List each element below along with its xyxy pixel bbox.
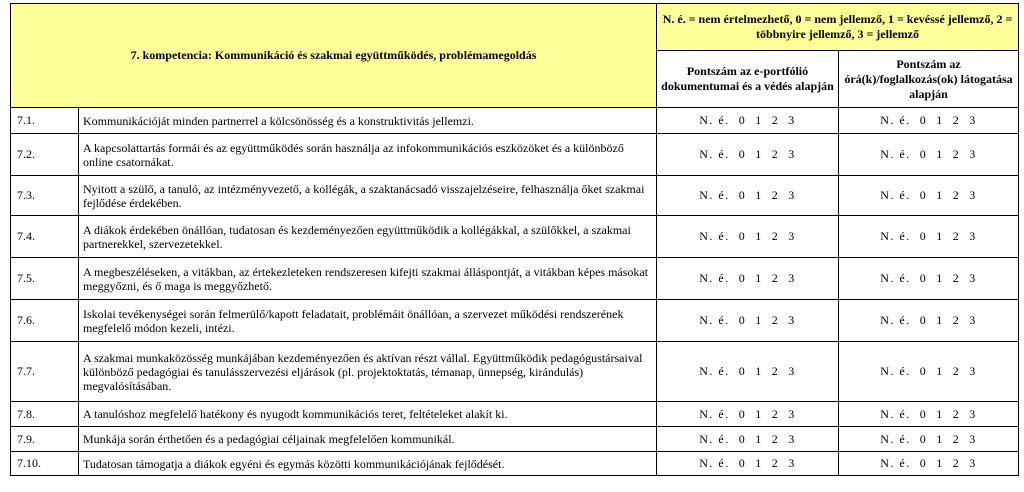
table-row [11,108,1019,134]
visit-score-options[interactable]: N. é. 0 1 2 3 [839,342,1019,402]
row-number: 7.9. [11,427,79,452]
visit-score-options[interactable]: N. é. 0 1 2 3 [839,452,1019,476]
row-number: 7.3. [11,176,79,216]
portfolio-score-options[interactable]: N. é. 0 1 2 3 [657,216,839,258]
portfolio-score-options[interactable]: N. é. 0 1 2 3 [657,427,839,452]
competence-title: 7. kompetencia: Kommunikáció és szakmai együttműködés, problémamegoldás [11,4,657,108]
visit-score-options[interactable]: N. é. 0 1 2 3 [839,402,1019,427]
table-row [11,134,1019,176]
visit-score-options[interactable]: N. é. 0 1 2 3 [839,258,1019,300]
row-number: 7.6. [11,300,79,342]
row-number: 7.7. [11,342,79,402]
visit-score-options[interactable]: N. é. 0 1 2 3 [839,300,1019,342]
visit-score-options[interactable]: N. é. 0 1 2 3 [839,108,1019,134]
row-description: A diákok érdekében önállóan, tudatosan és kezdeményezően együttműködik a kollégákkal, a szülőkkel, a szakmai partnerekkel, szervezetekkel. [79,216,657,258]
table-row [11,300,1019,342]
table-row [11,427,1019,452]
row-number: 7.1. [11,108,79,134]
row-description: Iskolai tevékenységei során felmerülő/kapott feladatait, problémáit önállóan, a szervezet működési rendszerének megfelelő módon kezeli, intézi. [79,300,657,342]
row-description: A tanulóshoz megfelelő hatékony és nyugodt kommunikációs teret, feltételeket alakít ki. [79,402,657,427]
column-header-visit: Pontszám az órá(k)/foglalkozás(ok) látogatása alapján [839,51,1019,108]
portfolio-score-options[interactable]: N. é. 0 1 2 3 [657,176,839,216]
table-row [11,258,1019,300]
table-row [11,452,1019,476]
row-description: Kommunikációját minden partnerrel a kölcsönösség és a konstruktivitás jellemzi. [79,108,657,134]
row-description: A szakmai munkaközösség munkájában kezdeményezően és aktívan részt vállal. Együttműködik pedagógustársaival különböző pedagógiai és tanulásszervezési eljárások (pl. projektoktatás, témanap, ünnepség, kirándulás) megvalósításában. [79,342,657,402]
row-description: A kapcsolattartás formái és az együttműködés során használja az infokommunikációs eszközöket és a különböző online csatornákat. [79,134,657,176]
visit-score-options[interactable]: N. é. 0 1 2 3 [839,176,1019,216]
table-row [11,342,1019,402]
portfolio-score-options[interactable]: N. é. 0 1 2 3 [657,300,839,342]
column-header-portfolio: Pontszám az e-portfólió dokumentumai és a védés alapján [657,51,839,108]
portfolio-score-options[interactable]: N. é. 0 1 2 3 [657,258,839,300]
table-row [11,402,1019,427]
visit-score-options[interactable]: N. é. 0 1 2 3 [839,427,1019,452]
visit-score-options[interactable]: N. é. 0 1 2 3 [839,216,1019,258]
row-number: 7.5. [11,258,79,300]
scale-legend: N. é. = nem értelmezhető, 0 = nem jellemző, 1 = kevéssé jellemző, 2 = többnyire jellemző, 3 = jellemző [657,4,1019,51]
row-number: 7.4. [11,216,79,258]
visit-score-options[interactable]: N. é. 0 1 2 3 [839,134,1019,176]
portfolio-score-options[interactable]: N. é. 0 1 2 3 [657,108,839,134]
row-description: Nyitott a szülő, a tanuló, az intézményvezető, a kollégák, a szaktanácsadó visszajelzéseire, felhasználja őket szakmai fejlődése érdekében. [79,176,657,216]
portfolio-score-options[interactable]: N. é. 0 1 2 3 [657,342,839,402]
row-number: 7.8. [11,402,79,427]
competence-table [10,3,1019,476]
row-description: Tudatosan támogatja a diákok egyéni és egymás közötti kommunikációjának fejlődését. [79,452,657,476]
portfolio-score-options[interactable]: N. é. 0 1 2 3 [657,452,839,476]
row-description: A megbeszéléseken, a vitákban, az értekezleteken rendszeresen kifejti szakmai álláspontját, a vitákban képes másokat meggyőzni, és ő maga is meggyőzhető. [79,258,657,300]
row-number: 7.10. [11,452,79,476]
row-number: 7.2. [11,134,79,176]
portfolio-score-options[interactable]: N. é. 0 1 2 3 [657,134,839,176]
row-description: Munkája során érthetően és a pedagógiai céljainak megfelelően kommunikál. [79,427,657,452]
table-row [11,176,1019,216]
table-row [11,216,1019,258]
portfolio-score-options[interactable]: N. é. 0 1 2 3 [657,402,839,427]
